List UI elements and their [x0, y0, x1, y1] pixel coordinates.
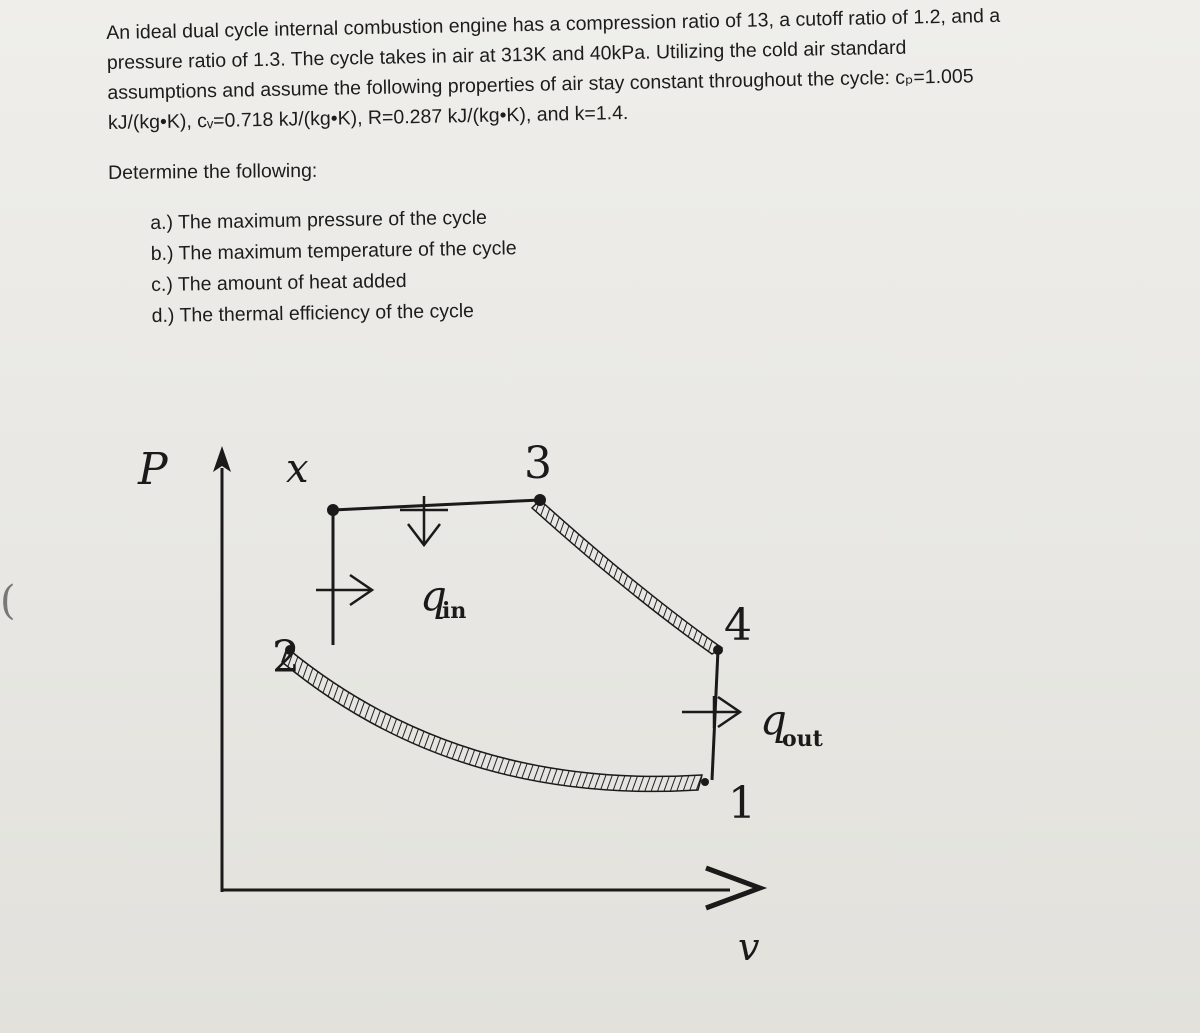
- heat-in-label: [420, 571, 466, 624]
- problem-line-3: assumptions and assume the following properties of air stay constant throughout the cycle: cₚ=1.005: [107, 65, 974, 104]
- page-edge-mark: (: [0, 578, 16, 624]
- heat-out-label: [760, 695, 824, 752]
- heat-in-subscript: in: [442, 598, 467, 624]
- state-point-x: [327, 504, 339, 516]
- heat-in-symbol: q: [420, 571, 447, 620]
- state-label-2: 2: [272, 632, 300, 683]
- axis-label-pressure: P: [138, 444, 168, 495]
- question-a: a.) The maximum pressure of the cycle: [150, 206, 488, 234]
- problem-line-1: An ideal dual cycle internal combustion engine has a compression ratio of 13, a cutoff ratio of 1.2, and a: [106, 4, 1001, 44]
- state-point-1: [701, 778, 709, 786]
- state-point-4: [713, 645, 723, 655]
- state-label-x: x: [286, 446, 309, 492]
- heat-in-arrow-side: [316, 574, 372, 605]
- compression-process-curve: [282, 648, 702, 791]
- state-label-3: 3: [524, 438, 552, 489]
- problem-line-2: pressure ratio of 1.3. The cycle takes in air at 313K and 40kPa. Utilizing the cold air standard: [106, 36, 907, 74]
- problem-line-4: kJ/(kg•K), cᵥ=0.718 kJ/(kg•K), R=0.287 kJ/(kg•K), and k=1.4.: [107, 101, 629, 134]
- determine-heading: Determine the following:: [108, 159, 318, 184]
- expansion-process-curve: [532, 500, 722, 654]
- question-d: d.) The thermal efficiency of the cycle: [151, 299, 475, 327]
- state-point-3: [534, 494, 546, 506]
- question-c: c.) The amount of heat added: [151, 269, 407, 296]
- vertical-axis: [213, 446, 231, 892]
- question-b: b.) The maximum temperature of the cycle: [150, 237, 517, 265]
- heat-out-arrow: [682, 696, 740, 728]
- state-label-4: 4: [724, 600, 752, 651]
- axis-label-volume: v: [738, 925, 760, 969]
- heat-out-subscript: out: [782, 726, 823, 752]
- constant-pressure-line-x3: [333, 500, 540, 510]
- horizontal-axis: [222, 868, 760, 908]
- heat-out-symbol: q: [760, 695, 787, 744]
- state-label-1: 1: [728, 778, 756, 829]
